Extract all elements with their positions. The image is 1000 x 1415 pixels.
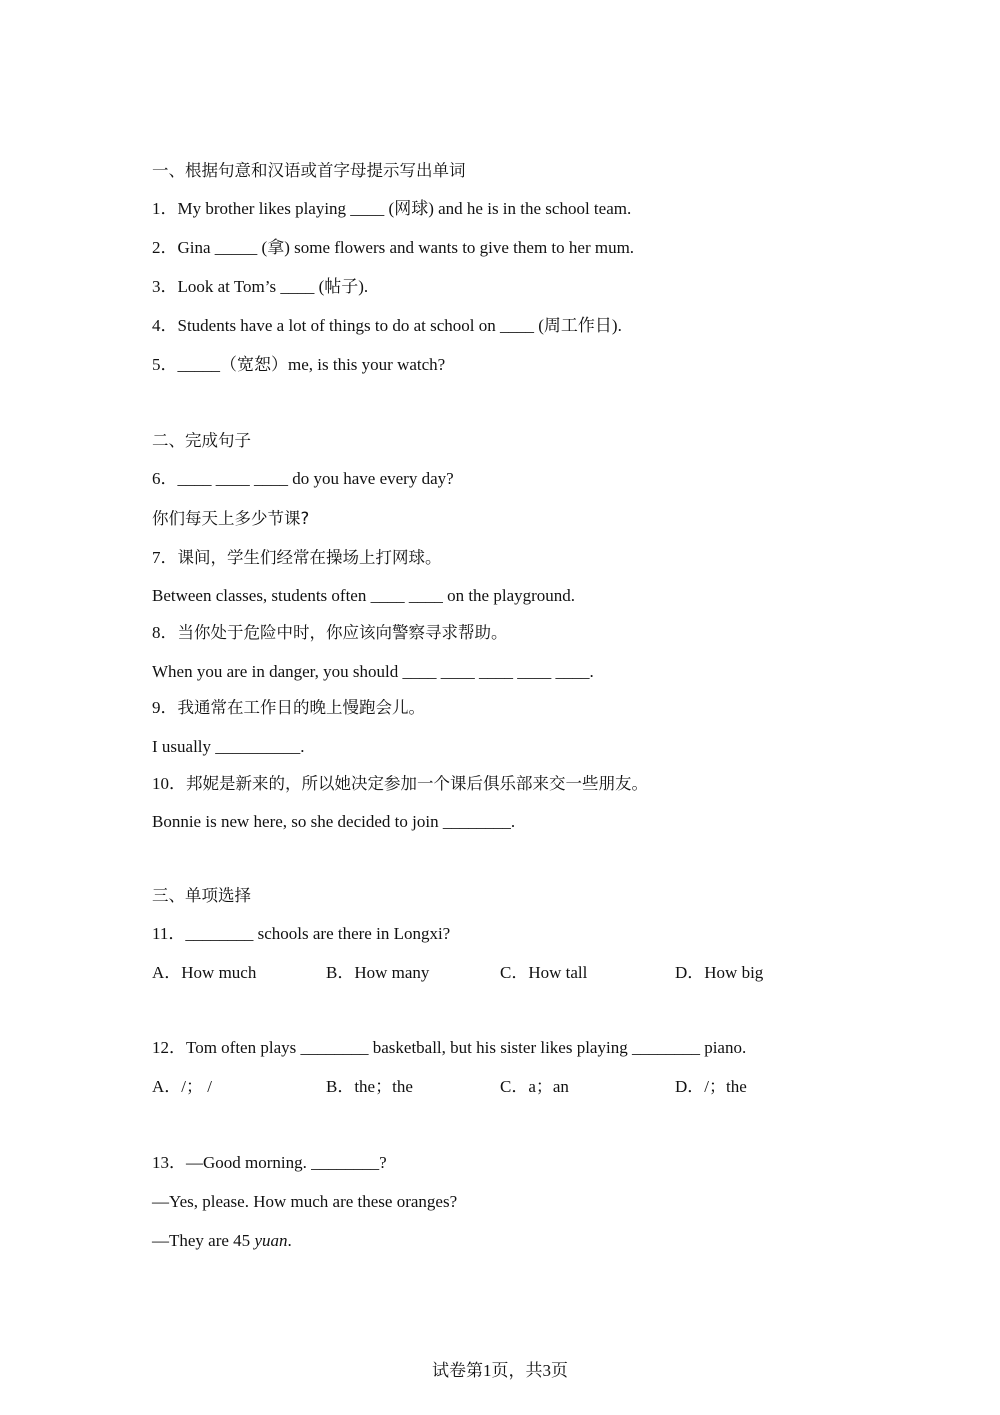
question-8-english: When you are in danger, you should ____ ____ ____ ____ ____. [152,662,594,681]
question-9-english: I usually __________. [152,737,305,756]
question-2: 2．Gina _____ (拿) some flowers and wants to give them to her mum. [152,238,635,257]
question-10-english: Bonnie is new here, so she decided to join ________. [152,812,516,831]
question-8-number: 8． [152,623,178,642]
question-11-option-d[interactable]: D．How big [675,963,764,982]
question-10-number: 10． [152,774,186,793]
question-12-option-b[interactable]: B．the；the [326,1077,413,1096]
question-8-chinese: 当你处于危险中时，你应该向警察寻求帮助。 [177,623,508,642]
question-9-chinese: 我通常在工作日的晚上慢跑会儿。 [177,698,425,717]
question-13-line-2: —Yes, please. How much are these oranges? [152,1192,458,1211]
question-6: 6．____ ____ ____ do you have every day? [152,469,454,488]
question-11-option-a[interactable]: A．How much [152,963,257,982]
question-13-line-3-end: . [287,1231,292,1250]
question-12-stem: 12．Tom often plays ________ basketball, but his sister likes playing ________ piano. [152,1038,747,1057]
question-5: 5．_____（宽恕）me, is this your watch? [152,355,446,374]
question-3: 3．Look at Tom’s ____ (帖子). [152,277,369,296]
section-1-title: 一、根据句意和汉语或首字母提示写出单词 [152,161,466,180]
question-8 [152,622,508,644]
question-7-chinese: 课间，学生们经常在操场上打网球。 [177,548,442,567]
question-12-option-c[interactable]: C．a；an [500,1077,569,1096]
section-3-title: 三、单项选择 [152,886,251,905]
question-10 [152,773,648,795]
question-6-chinese: 你们每天上多少节课? [152,509,310,528]
question-4: 4．Students have a lot of things to do at school on ____ (周工作日). [152,316,622,335]
page-footer: 试卷第1页，共3页 [432,1361,568,1380]
section-2-title: 二、完成句子 [152,431,251,450]
question-12-option-a[interactable]: A．/； / [152,1077,212,1096]
question-13-line-3-italic: yuan [254,1231,288,1250]
question-11-stem: 11．________ schools are there in Longxi? [152,924,451,943]
question-1: 1．My brother likes playing ____ (网球) and he is in the school team. [152,199,632,218]
question-13-line-3-text: —They are 45 [152,1231,255,1250]
question-7 [152,547,442,569]
question-9 [152,697,425,719]
question-7-number: 7． [152,548,178,567]
question-11-option-b[interactable]: B．How many [326,963,430,982]
question-13-line-3 [152,1230,292,1252]
question-7-english: Between classes, students often ____ ____ on the playground. [152,586,576,605]
question-10-chinese: 邦妮是新来的，所以她决定参加一个课后俱乐部来交一些朋友。 [186,774,648,793]
question-11-option-c[interactable]: C．How tall [500,963,588,982]
question-13-stem: 13．—Good morning. ________? [152,1153,387,1172]
question-9-number: 9． [152,698,178,717]
question-12-option-d[interactable]: D．/；the [675,1077,747,1096]
